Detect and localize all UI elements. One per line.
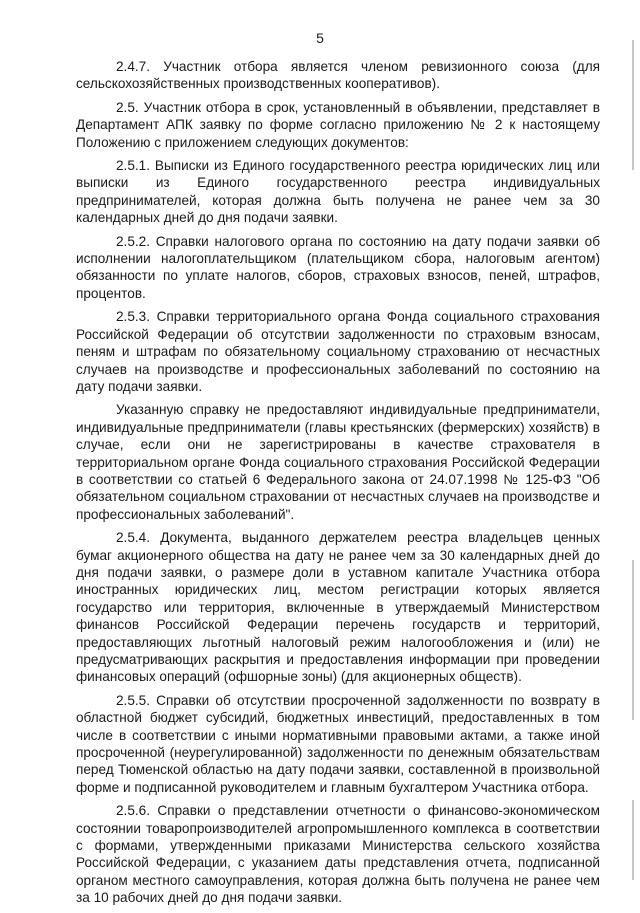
document-body xyxy=(76,58,600,913)
paragraph-2-5: 2.5. Участник отбора в срок, установленный в объявлении, представляет в Департамент АПК заявку по форме согласно приложению № 2 к настоящему Положению с приложением следующих документов: xyxy=(76,99,600,150)
paragraph-2-5-1: 2.5.1. Выписки из Единого государственного реестра юридических лиц или выписки из Единого государственного реестра индивидуальных предпринимателей, которая должна быть получена не ранее чем за 30 календарных дней до дня подачи заявки. xyxy=(76,158,600,226)
paragraph-2-5-5: 2.5.5. Справки об отсутствии просроченной задолженности по возврату в областной бюджет субсидий, бюджетных инвестиций, предоставленных в том числе в соответствии с иными нормативными правовыми актами, а также иной просроченной (неурегулированной) задолженности по денежным обязательствам перед Тюменской областью на дату подачи заявки, составленной в произвольной форме и подписанной руководителем и главным бухгалтером Участника отбора. xyxy=(76,692,600,795)
paragraph-2-4-7: 2.4.7. Участник отбора является членом ревизионного союза (для сельскохозяйственных производственных кооперативов). xyxy=(76,59,600,92)
paragraph-2-5-4: 2.5.4. Документа, выданного держателем реестра владельцев ценных бумаг акционерного общества на дату не ранее чем за 30 календарных дней до дня подачи заявки, о размере доли в уставном капитале Участника отбора иностранных юридических лиц, местом регистрации которых является государство или территория, включенные в утверждаемый Министерством финансов Российской Федерации перечень государств и территорий, предоставляющих льготный налоговый режим налогообложения и (или) не предусматривающих раскрытия и предоставления информации при проведении финансовых операций (офшорные зоны) (для акционерных обществ). xyxy=(76,530,600,685)
paragraph-2-5-2: 2.5.2. Справки налогового органа по состоянию на дату подачи заявки об исполнении налогоплательщиком (плательщиком сбора, налоговым агентом) обязанности по уплате налогов, сборов, страховых взносов, пеней, штрафов, процентов. xyxy=(76,233,600,301)
page-number: 5 xyxy=(316,30,324,46)
scan-edge-mark xyxy=(632,560,634,720)
scan-edge-mark xyxy=(632,800,634,880)
paragraph-2-5-3-note: Указанную справку не предоставляют индивидуальные предприниматели, индивидуальные предприниматели (главы крестьянских (фермерских) хозяйств) в случае, если они не зарегистрированы в качестве страхователя в территориальном органе Фонда социального страхования Российской Федерации в соответствии со статьей 6 Федерального закона от 24.07.1998 № 125-ФЗ "Об обязательном социальном страховании от несчастных случаев на производстве и профессиональных заболеваний". xyxy=(76,402,600,522)
paragraph-2-5-3: 2.5.3. Справки территориального органа Фонда социального страхования Российской Федерации об отсутствии задолженности по страховым взносам, пеням и штрафам по обязательному социальному страхованию от несчастных случаев на производстве и профессиональных заболеваний по состоянию на дату подачи заявки. xyxy=(76,309,600,394)
paragraph-2-5-6: 2.5.6. Справки о представлении отчетности о финансово-экономическом состоянии товаропроизводителей агропромышленного комплекса в соответствии с формами, утвержденными приказами Министерства сельского хозяйства Российской Федерации, с указанием даты представления отчета, подписанной органом местного самоуправления, которая должна быть получена не ранее чем за 10 рабочих дней до дня подачи заявки. xyxy=(76,803,600,906)
scan-edge-mark xyxy=(632,40,634,170)
